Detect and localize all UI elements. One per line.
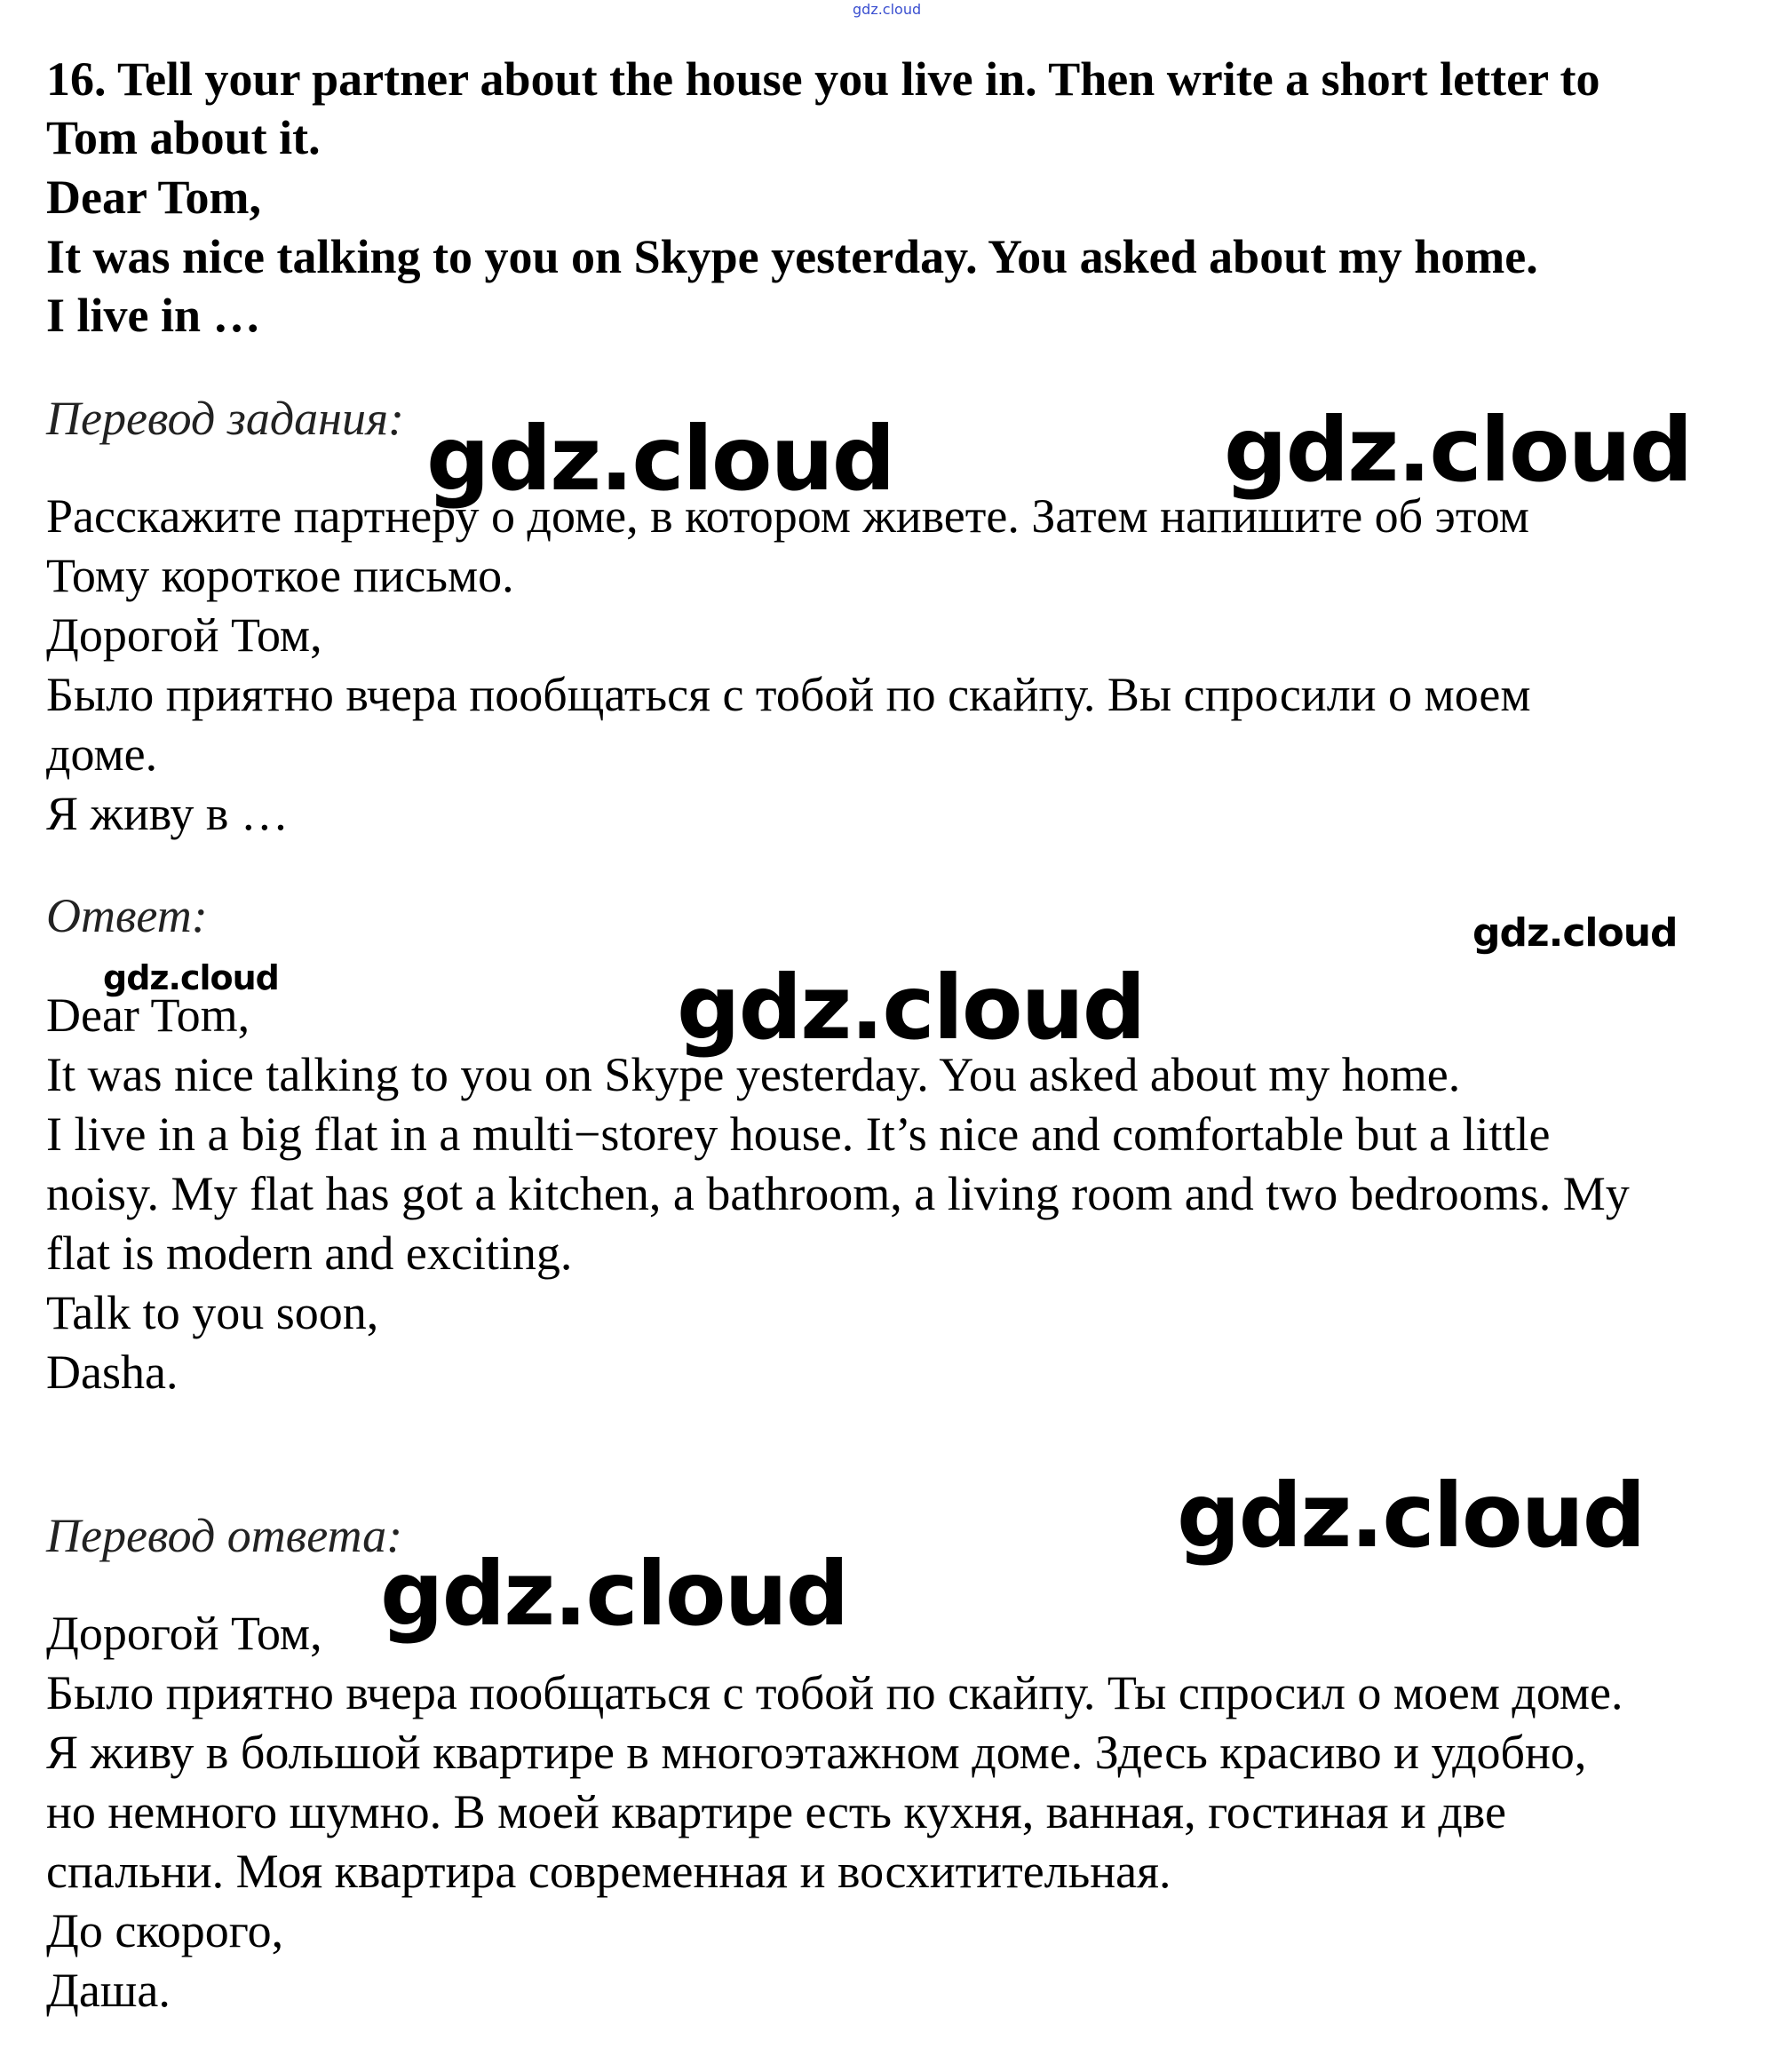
answer-line-2: It was nice talking to you on Skype yesterday. You asked about my home. [46,1048,1461,1101]
answer-line-3: I live in a big flat in a multi−storey house. It’s nice and comfortable but a little [46,1107,1551,1161]
watermark-7: gdz.cloud [380,1542,848,1646]
task-translation-line-6: Я живу в … [46,787,289,840]
watermark-2: gdz.cloud [1224,398,1692,502]
task-translation-line-2: Тому короткое письмо. [46,549,514,602]
task-line-5: I live in … [46,289,261,342]
task-translation-line-3: Дорогой Том, [46,608,322,662]
answer-line-6: Talk to you soon, [46,1286,379,1339]
answer-line-5: flat is modern and exciting. [46,1227,573,1280]
answer-line-4: noisy. My flat has got a kitchen, a bathroom, a living room and two bedrooms. My [46,1167,1630,1220]
task-translation-heading: Перевод задания: [46,392,405,445]
task-line-4: It was nice talking to you on Skype yesterday. You asked about my home. [46,230,1538,283]
answer-translation-line-1: Дорогой Том, [46,1607,322,1660]
answer-heading: Ответ: [46,889,208,942]
answer-translation-line-2: Было приятно вчера пообщаться с тобой по скайпу. Ты спросил о моем доме. [46,1666,1623,1719]
answer-line-1: Dear Tom, [46,988,250,1042]
answer-translation-line-3: Я живу в большой квартире в многоэтажном доме. Здесь красиво и удобно, [46,1726,1587,1779]
answer-translation-line-4: но немного шумно. В моей квартире есть кухня, ванная, гостиная и две [46,1785,1506,1838]
watermark-6: gdz.cloud [1177,1464,1645,1568]
task-line-1: 16. Tell your partner about the house you live in. Then write a short letter to [46,52,1600,106]
task-translation-line-1: Расскажите партнеру о доме, в котором живете. Затем напишите об этом [46,489,1529,543]
watermark-4: gdz.cloud [103,958,279,997]
watermark-5: gdz.cloud [677,956,1145,1060]
task-translation-line-4: Было приятно вчера пообщаться с тобой по скайпу. Вы спросили о моем [46,668,1531,721]
top-watermark: gdz.cloud [853,1,922,18]
answer-translation-line-6: До скорого, [46,1904,284,1957]
answer-translation-line-5: спальни. Моя квартира современная и восхитительная. [46,1845,1171,1898]
task-line-2: Tom about it. [46,111,321,164]
watermark-3: gdz.cloud [1472,910,1678,956]
answer-line-7: Dasha. [46,1346,179,1399]
task-line-3: Dear Tom, [46,171,262,224]
answer-translation-heading: Перевод ответа: [46,1509,403,1562]
answer-translation-line-7: Даша. [46,1964,171,2017]
watermark-1: gdz.cloud [426,407,894,511]
task-translation-line-5: доме. [46,727,158,781]
